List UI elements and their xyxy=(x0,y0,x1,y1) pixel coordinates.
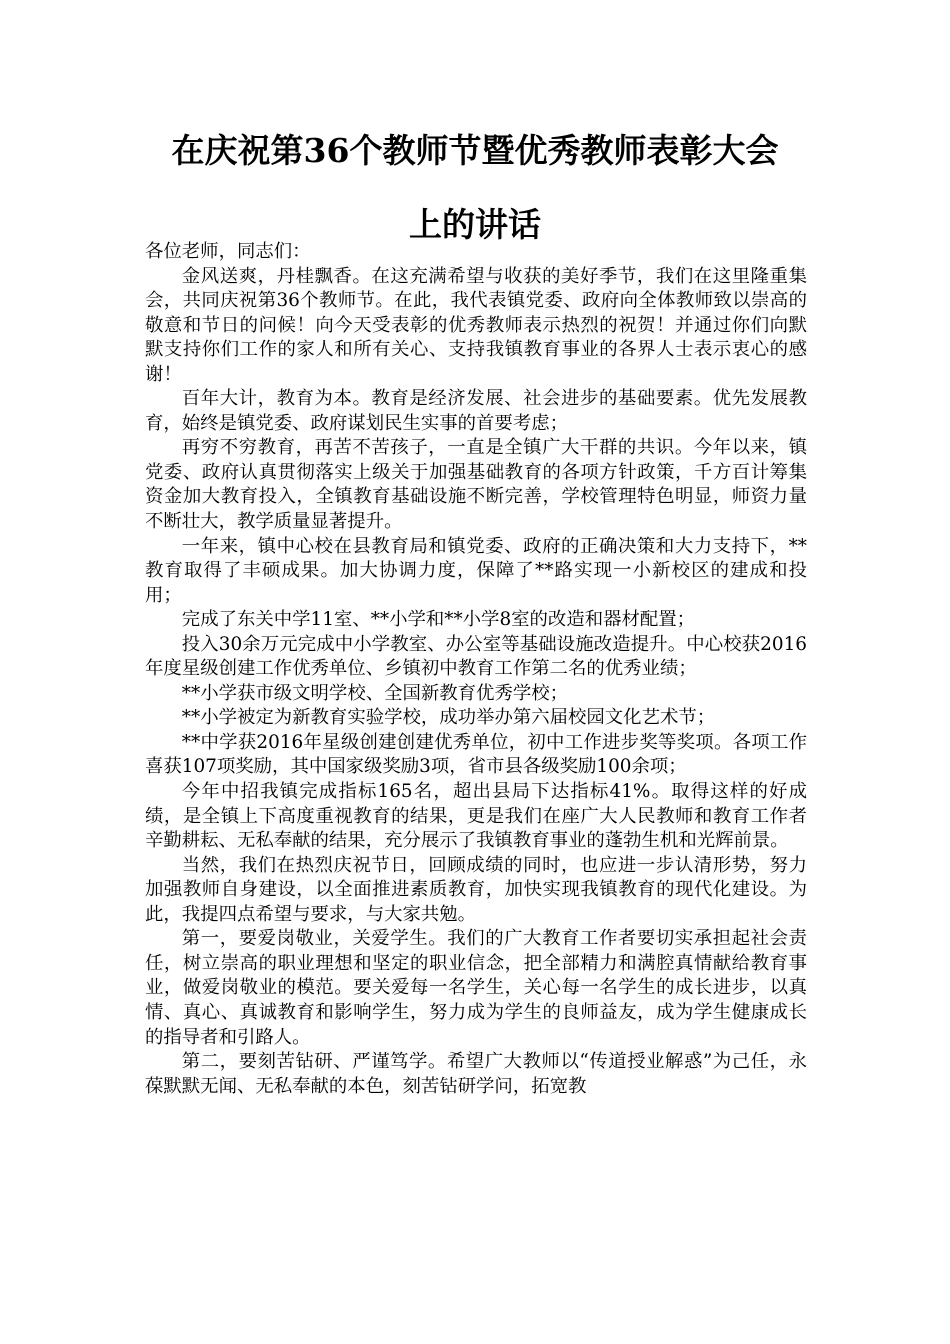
paragraph: 今年中招我镇完成指标165名，超出县局下达指标41%。取得这样的好成绩，是全镇上下高度重视教育的结果，更是我们在座广大人民教师和教育工作者辛勤耕耘、无私奉献的结果，充分展示了我镇教育事业的蓬勃生机和光辉前景。 xyxy=(145,781,807,852)
paragraph: 第二，要刻苦钻研、严谨笃学。希望广大教师以“传道授业解惑”为己任，永葆默默无闻、无私奉献的本色，刻苦钻研学问，拓宽教 xyxy=(145,1051,807,1097)
paragraph: 完成了东关中学11室、**小学和**小学8室的改造和器材配置； xyxy=(181,609,696,631)
paragraph: 当然，我们在热烈庆祝节日，回顾成绩的同时，也应进一步认清形势，努力加强教师自身建设，以全面推进素质教育，加快实现我镇教育的现代化建设。为此，我提四点希望与要求，与大家共勉。 xyxy=(145,854,807,925)
paragraph: 再穷不穷教育，再苦不苦孩子，一直是全镇广大干群的共识。今年以来，镇党委、政府认真贯彻落实上级关于加强基础教育的各项方针政策，千方百计筹集资金加大教育投入，全镇教育基础设施不断完善，学校管理特色明显，师资力量不断壮大，教学质量显著提升。 xyxy=(145,437,807,533)
paragraph: 投入30余万元完成中小学教室、办公室等基础设施改造提升。中心校获2016年度星级创建工作优秀单位、乡镇初中教育工作第二名的优秀业绩； xyxy=(145,633,807,680)
salutation: 各位老师，同志们： xyxy=(145,241,311,262)
paragraph: 百年大计，教育为本。教育是经济发展、社会进步的基础要素。优先发展教育，始终是镇党委、政府谋划民生实事的首要考虑； xyxy=(145,388,807,434)
document-title-line-1: 在庆祝第36个教师节暨优秀教师表彰大会 xyxy=(171,131,779,170)
paragraph: **中学获2016年星级创建创建优秀单位，初中工作进步奖等奖项。各项工作喜获107项奖励，其中国家级奖励3项，省市县各级奖励100余项； xyxy=(145,731,807,778)
document-body xyxy=(145,240,807,1099)
document-title-line-2: 上的讲话 xyxy=(409,205,541,244)
paragraph: 金风送爽，丹桂飘香。在这充满希望与收获的美好季节，我们在这里隆重集会，共同庆祝第36个教师节。在此，我代表镇党委、政府向全体教师致以崇高的敬意和节日的问候！向今天受表彰的优秀教师表示热烈的祝贺！并通过你们向默默支持你们工作的家人和所有关心、支持我镇教育事业的各界人士表示衷心的感谢！ xyxy=(145,265,807,385)
paragraph: 第一，要爱岗敬业，关爱学生。我们的广大教育工作者要切实承担起社会责任，树立崇高的职业理想和坚定的职业信念，把全部精力和满腔真情献给教育事业，做爱岗敬业的模范。要关爱每一名学生，关心每一名学生的成长进步，以真情、真心、真诚教育和影响学生，努力成为学生的良师益友，成为学生健康成长的指导者和引路人。 xyxy=(145,928,807,1048)
paragraph: 一年来，镇中心校在县教育局和镇党委、政府的正确决策和大力支持下，**教育取得了丰硕成果。加大协调力度，保障了**路实现一小新校区的建成和投用； xyxy=(145,535,807,606)
paragraph: **小学被定为新教育实验学校，成功举办第六届校园文化艺术节； xyxy=(181,707,716,729)
paragraph: **小学获市级文明学校、全国新教育优秀学校； xyxy=(181,682,569,704)
